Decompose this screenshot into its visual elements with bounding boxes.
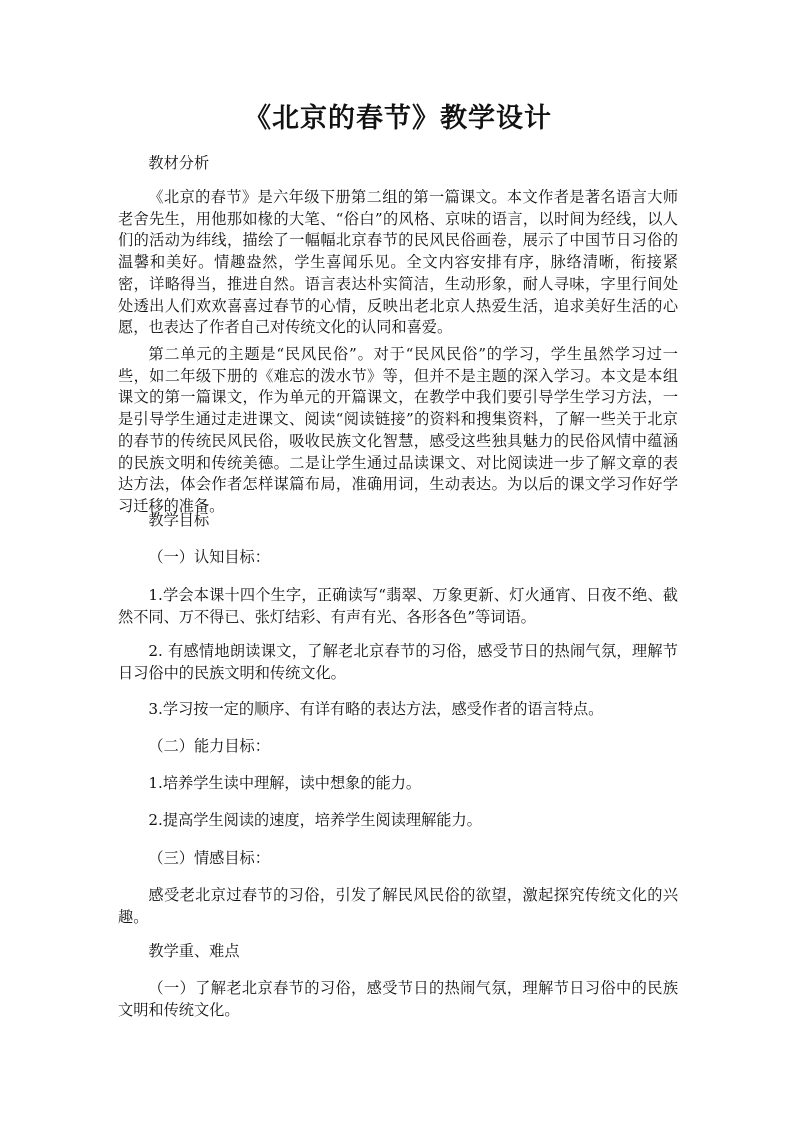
document-title: 《北京的春节》教学设计 — [244, 103, 552, 134]
heading-goals: 教学目标 — [148, 511, 210, 529]
paragraph-ability-1: 1.培养学生读中理解，读中想象的能力。 — [148, 774, 422, 792]
heading-emotion: （三）情感目标： — [148, 849, 270, 867]
paragraph-ability-2: 2.提高学生阅读的速度，培养学生阅读理解能力。 — [148, 811, 482, 829]
heading-cognitive: （一）认知目标： — [148, 548, 270, 566]
paragraph-emotion-1: 感受老北京过春节的习俗，引发了解民风民俗的欲望，激起探究传统文化的兴趣。 — [118, 886, 678, 926]
paragraph-analysis-1: 《北京的春节》是六年级下册第二组的第一篇课文。本文作者是著名语言大师老舍先生，用他那如椽的大笔、“俗白”的风格、京味的语言，以时间为经线，以人们的活动为纬线，描绘了一幅幅北京春节的民风民俗画卷，展示了中国节日习俗的温馨和美好。情趣盎然，学生喜闻乐见。全文内容安排有序，脉络清晰，衔接紧密，详略得当，推进自然。语言表达朴实简洁，生动形象，耐人寻味，字里行间处处透出人们欢欢喜喜过春节的心情，反映出老北京人热爱生活，追求美好生活的心愿，也表达了作者自己对传统文化的认同和喜爱。 — [118, 188, 678, 337]
heading-ability: （二）能力目标： — [148, 737, 270, 755]
paragraph-analysis-2: 第二单元的主题是“民风民俗”。对于“民风民俗”的学习，学生虽然学习过一些，如二年级下册的《难忘的泼水节》等，但并不是主题的深入学习。本文是本组课文的第一篇课文，作为单元的开篇课文，在教学中我们要引导学生学习方法，一是引导学生通过走进课文、阅读“阅读链接”的资料和搜集资料，了解一些关于北京的春节的传统民风民俗，吸收民族文化智慧，感受这些独具魅力的民俗风情中蕴涵的民族文明和传统美德。二是让学生通过品读课文、对比阅读进一步了解文章的表达方法，体会作者怎样谋篇布局，准确用词，生动表达。为以后的课文学习作好学习迁移的准备。 — [118, 345, 678, 515]
paragraph-key-1: （一）了解老北京春节的习俗，感受节日的热闹气氛，理解节日习俗中的民族文明和传统文化。 — [118, 979, 678, 1019]
paragraph-cognitive-2: 2. 有感情地朗读课文，了解老北京春节的习俗，感受节日的热闹气氛，理解节日习俗中的民族文明和传统文化。 — [118, 642, 678, 682]
paragraph-cognitive-1: 1.学会本课十四个生字，正确读写“翡翠、万象更新、灯火通宵、日夜不绝、截然不同、万不得已、张灯结彩、有声有光、各形各色”等词语。 — [118, 586, 678, 626]
heading-key-points: 教学重、难点 — [148, 942, 240, 960]
heading-analysis: 教材分析 — [148, 154, 210, 172]
paragraph-cognitive-3: 3.学习按一定的顺序、有详有略的表达方法，感受作者的语言特点。 — [148, 700, 604, 718]
